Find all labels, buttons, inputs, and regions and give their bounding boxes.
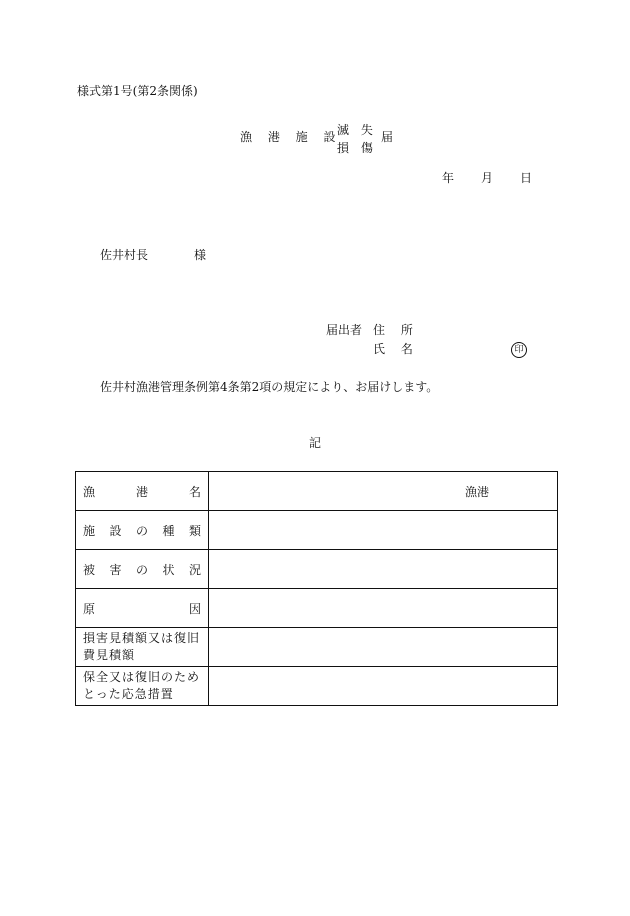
label-char: 漁 <box>83 484 96 499</box>
label-char: 設 <box>109 523 122 538</box>
statement: 佐井村漁港管理条例第4条第2項の規定により、お届けします。 <box>100 380 439 394</box>
label-line: 損害見積額又は復旧 <box>83 631 201 645</box>
date-line <box>442 172 532 184</box>
label-char: 種 <box>162 523 175 538</box>
label-char: 状 <box>162 562 175 577</box>
cause-field[interactable] <box>209 589 558 628</box>
facility-type-field[interactable] <box>209 511 558 550</box>
address-label: 住 所 <box>373 323 419 337</box>
damage-estimate-field[interactable] <box>209 628 558 667</box>
damage-status-field[interactable] <box>209 550 558 589</box>
addressee-honorific: 様 <box>194 248 207 262</box>
label-char: 施 <box>83 523 96 538</box>
label-line: 費見積額 <box>83 648 136 662</box>
addressee <box>100 249 206 261</box>
title-stacked-choice <box>337 121 377 157</box>
label-char: 因 <box>188 601 201 616</box>
label-char: 況 <box>188 562 201 577</box>
document-title <box>240 121 400 157</box>
title-prefix: 漁 港 施 設 <box>240 130 342 144</box>
notifier-address-line <box>326 324 419 336</box>
label-char: 港 <box>135 484 148 499</box>
label-char: 害 <box>109 562 122 577</box>
seal-mark: 印 <box>511 342 527 358</box>
date-day: 日 <box>520 171 533 185</box>
row-label-cause <box>76 589 209 628</box>
title-option-damaged: 損 傷 <box>337 141 377 155</box>
table-row <box>76 589 558 628</box>
row-label-damage-status <box>76 550 209 589</box>
label-char: 原 <box>83 601 96 616</box>
label-char: の <box>135 523 148 538</box>
row-label-facility-type <box>76 511 209 550</box>
row-label-damage-estimate <box>76 628 209 667</box>
date-month: 月 <box>481 171 494 185</box>
row-label-harbor-name <box>76 472 209 511</box>
label-char: 名 <box>188 484 201 499</box>
label-char: 被 <box>83 562 96 577</box>
date-year: 年 <box>442 171 455 185</box>
title-suffix: 届 <box>381 130 394 144</box>
row-label-emergency-measures <box>76 667 209 706</box>
label-line: 保全又は復旧のため <box>83 670 201 684</box>
table-row <box>76 472 558 511</box>
table-row <box>76 628 558 667</box>
label-char: の <box>135 562 148 577</box>
table-row <box>76 667 558 706</box>
addressee-name: 佐井村長 <box>100 248 149 262</box>
name-label: 氏 名 <box>373 342 419 356</box>
harbor-name-field[interactable] <box>209 472 558 511</box>
harbor-name-value: 漁港 <box>465 484 490 499</box>
notifier-label: 届出者 <box>326 323 363 337</box>
table-row <box>76 550 558 589</box>
emergency-measures-field[interactable] <box>209 667 558 706</box>
detail-table <box>75 471 558 706</box>
table-row <box>76 511 558 550</box>
label-char: 類 <box>188 523 201 538</box>
title-option-destroyed: 滅 失 <box>337 123 377 137</box>
form-number: 様式第1号(第2条関係) <box>77 84 198 98</box>
label-line: とった応急措置 <box>83 687 174 701</box>
ki-heading: 記 <box>309 436 322 450</box>
